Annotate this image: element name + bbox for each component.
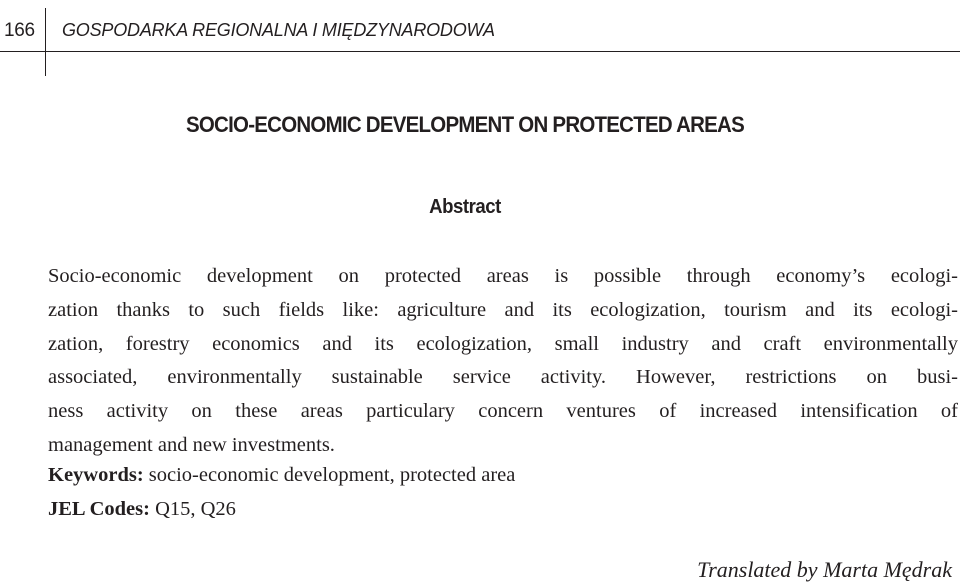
article-title: SOCIO-ECONOMIC DEVELOPMENT ON PROTECTED AREAS [185,112,744,137]
abstract-line: Socio-economic development on protected areas is possible through economy’s ecologi- [48,265,958,287]
journal-title: GOSPODARKA REGIONALNA I MIĘDZYNARODOWA [62,20,495,40]
abstract-line: associated, environmentally sustainable service activity. However, restrictions on busi- [48,366,958,389]
running-header [0,0,960,76]
keywords-label: Keywords: [48,464,144,486]
header-horizontal-rule [0,51,960,52]
jel-codes-line [48,498,236,521]
translator-credit: Translated by Marta Mędrak [697,557,952,582]
header-vertical-rule [45,8,46,76]
keywords-line [48,464,515,487]
abstract-line: zation thanks to such fields like: agriculture and its ecologization, tourism and its ecologi- [48,298,958,321]
jel-codes-label: JEL Codes: [48,498,150,520]
abstract-line: management and new investments. [48,433,335,456]
keywords-value: socio-economic development, protected area [148,464,516,486]
jel-codes-value: Q15, Q26 [155,498,236,520]
abstract-heading: Abstract [429,196,501,218]
abstract-line: ness activity on these areas particulary concern ventures of increased intensification of [48,400,958,423]
abstract-line: zation, forestry economics and its ecologization, small industry and craft environmentally [48,332,958,355]
page-number: 166 [4,20,35,41]
abstract-body [48,260,958,463]
